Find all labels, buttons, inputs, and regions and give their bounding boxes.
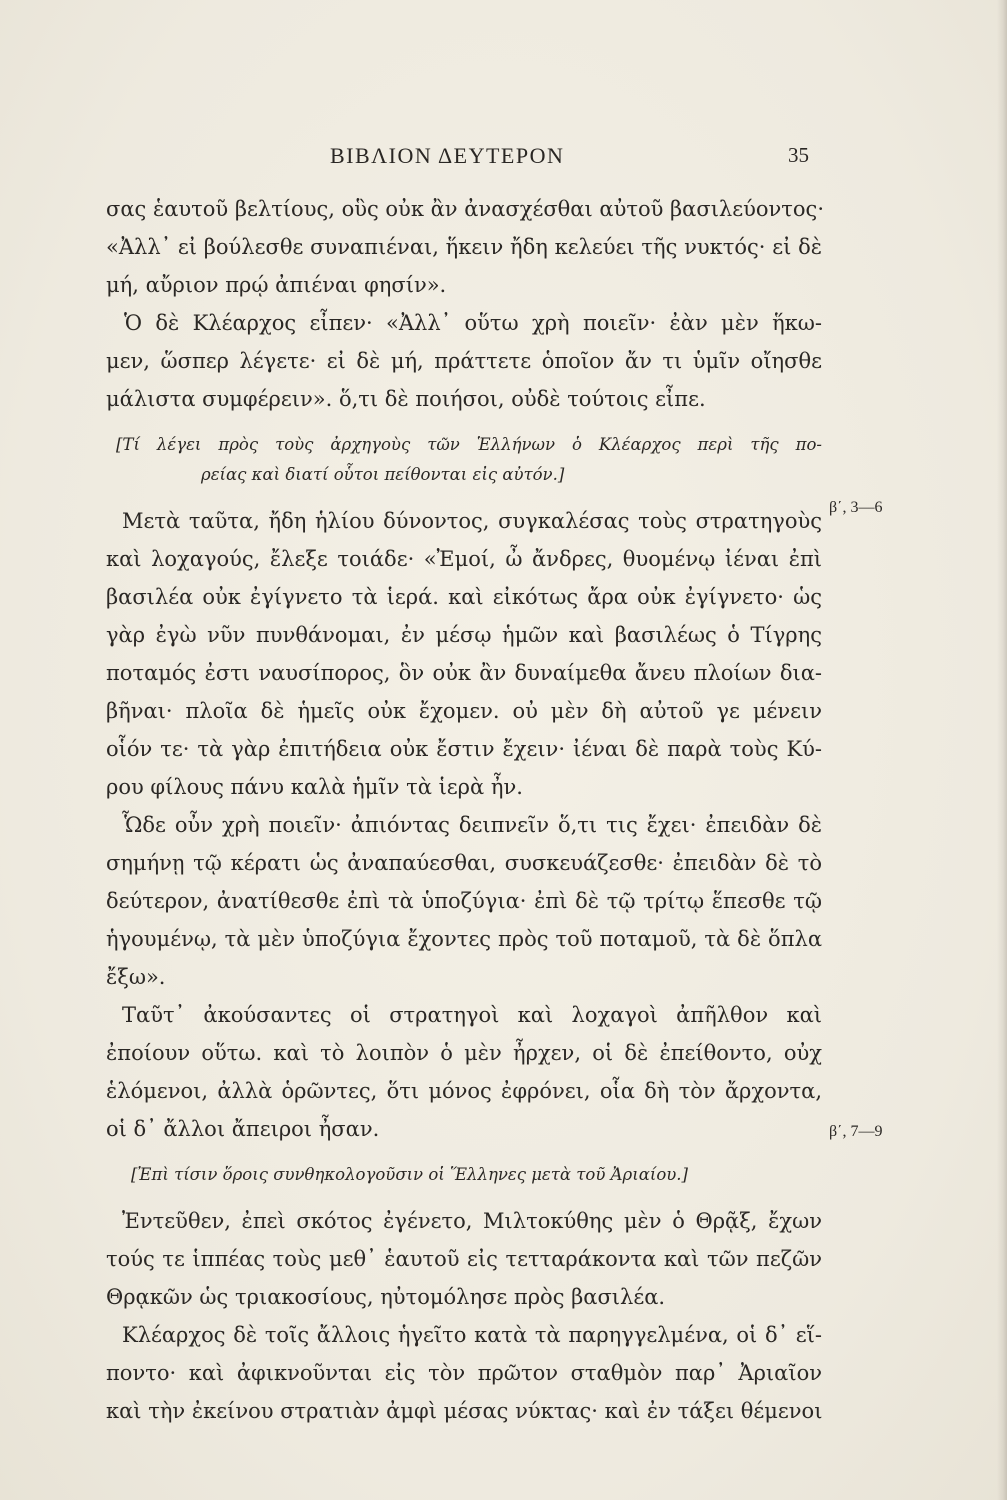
text-line: Μετὰ ταῦτα, ἤδη ἡλίου δύνοντος, συγκαλέσας τοὺς στρατηγοὺς bbox=[122, 509, 822, 533]
text-line: «Ἀλλ᾽ εἰ βούλεσθε συναπιέναι, ἥκειν ἤδη κελεύει τῆς νυκτός· εἰ δὲ bbox=[106, 235, 822, 259]
text-line: μάλιστα συμφέρειν». ὅ,τι δὲ ποιήσοι, οὐδὲ τούτοις εἶπε. bbox=[106, 387, 706, 411]
text-line: δεύτερον, ἀνατίθεσθε ἐπὶ τὰ ὑποζύγια· ἐπὶ δὲ τῷ τρίτῳ ἕπεσθε τῷ bbox=[106, 889, 822, 913]
text-line: ποντο· καὶ ἀφικνοῦνται εἰς τὸν πρῶτον σταθμὸν παρ᾽ Ἀριαῖον bbox=[106, 1361, 822, 1385]
text-line: ἐποίουν οὕτω. καὶ τὸ λοιπὸν ὁ μὲν ἦρχεν, οἱ δὲ ἐπείθοντο, οὐχ bbox=[106, 1041, 822, 1065]
page-edge-shadow bbox=[997, 0, 1007, 1500]
text-line: ἡγουμένῳ, τὰ μὲν ὑποζύγια ἔχοντες πρὸς τοῦ ποταμοῦ, τὰ δὲ ὅπλα bbox=[106, 927, 822, 951]
text-line: Θρᾳκῶν ὡς τριακοσίους, ηὐτομόλησε πρὸς βασιλέα. bbox=[106, 1285, 666, 1309]
running-title: ΒΙΒΛΙΟΝ ΔΕΥΤΕΡΟΝ bbox=[330, 143, 565, 168]
text-line: μεν, ὥσπερ λέγετε· εἰ δὲ μή, πράττετε ὁποῖον ἄν τι ὑμῖν οἴησθε bbox=[106, 349, 822, 373]
section-heading: ρείας καὶ διατί οὗτοι πείθονται εἰς αὐτόν.] bbox=[201, 465, 565, 484]
marginal-note: β΄, 7—9 bbox=[829, 1123, 883, 1140]
section-heading: [Ἐπὶ τίσιν ὅροις συνθηκολογοῦσιν οἱ Ἕλληνες μετὰ τοῦ Ἀριαίου.] bbox=[131, 1165, 688, 1184]
text-line: ποταμός ἐστι ναυσίπορος, ὃν οὐκ ἂν δυναίμεθα ἄνευ πλοίων δια- bbox=[106, 661, 822, 685]
text-line: οἱ δ᾽ ἄλλοι ἄπειροι ἦσαν. bbox=[106, 1117, 380, 1141]
marginal-note: β΄, 3—6 bbox=[829, 499, 883, 516]
text-line: Ταῦτ᾽ ἀκούσαντες οἱ στρατηγοὶ καὶ λοχαγοὶ ἀπῆλθον καὶ bbox=[122, 1003, 822, 1027]
page-number: 35 bbox=[788, 143, 809, 167]
text-line: Ὧδε οὖν χρὴ ποιεῖν· ἀπιόντας δειπνεῖν ὅ,τι τις ἔχει· ἐπειδὰν δὲ bbox=[122, 813, 822, 837]
text-line: ἔξω». bbox=[106, 965, 166, 989]
text-line: ρου φίλους πάνυ καλὰ ἡμῖν τὰ ἱερὰ ἦν. bbox=[106, 775, 523, 799]
text-line: μή, αὔριον πρῴ ἀπιέναι φησίν». bbox=[106, 273, 447, 297]
running-head bbox=[0, 143, 1007, 173]
text-line: γὰρ ἐγὼ νῦν πυνθάνομαι, ἐν μέσῳ ἡμῶν καὶ βασιλέως ὁ Τίγρης bbox=[106, 623, 822, 647]
text-line: ἑλόμενοι, ἀλλὰ ὁρῶντες, ὅτι μόνος ἐφρόνει, οἷα δὴ τὸν ἄρχοντα, bbox=[106, 1079, 822, 1103]
text-line: καὶ λοχαγούς, ἔλεξε τοιάδε· «Ἐμοί, ὦ ἄνδρες, θυομένῳ ἰέναι ἐπὶ bbox=[106, 547, 822, 571]
section-heading: [Τί λέγει πρὸς τοὺς ἀρχηγοὺς τῶν Ἑλλήνων ὁ Κλέαρχος περὶ τῆς πο- bbox=[116, 435, 822, 454]
text-line: Ἐντεῦθεν, ἐπεὶ σκότος ἐγένετο, Μιλτοκύθης μὲν ὁ Θρᾷξ, ἔχων bbox=[122, 1209, 822, 1233]
text-line: καὶ τὴν ἐκείνου στρατιὰν ἀμφὶ μέσας νύκτας· καὶ ἐν τάξει θέμενοι bbox=[106, 1399, 823, 1423]
text-line: σας ἑαυτοῦ βελτίους, οὓς οὐκ ἂν ἀνασχέσθαι αὐτοῦ βασιλεύοντος· bbox=[106, 197, 824, 221]
text-line: σημήνῃ τῷ κέρατι ὡς ἀναπαύεσθαι, συσκευάζεσθε· ἐπειδὰν δὲ τὸ bbox=[106, 851, 822, 875]
text-line: τούς τε ἱππέας τοὺς μεθ᾽ ἑαυτοῦ εἰς τετταράκοντα καὶ τῶν πεζῶν bbox=[106, 1247, 822, 1271]
main-text bbox=[106, 190, 822, 1430]
text-line: βῆναι· πλοῖα δὲ ἡμεῖς οὐκ ἔχομεν. οὐ μὲν δὴ αὐτοῦ γε μένειν bbox=[106, 699, 822, 723]
text-line: οἷόν τε· τὰ γὰρ ἐπιτήδεια οὐκ ἔστιν ἔχειν· ἰέναι δὲ παρὰ τοὺς Κύ- bbox=[106, 737, 822, 761]
text-line: Κλέαρχος δὲ τοῖς ἄλλοις ἡγεῖτο κατὰ τὰ παρηγγελμένα, οἱ δ᾽ εἵ- bbox=[122, 1323, 822, 1347]
text-line: Ὁ δὲ Κλέαρχος εἶπεν· «Ἀλλ᾽ οὕτω χρὴ ποιεῖν· ἐὰν μὲν ἥκω- bbox=[124, 311, 822, 335]
text-line: βασιλέα οὐκ ἐγίγνετο τὰ ἱερά. καὶ εἰκότως ἄρα οὐκ ἐγίγνετο· ὡς bbox=[106, 585, 822, 609]
